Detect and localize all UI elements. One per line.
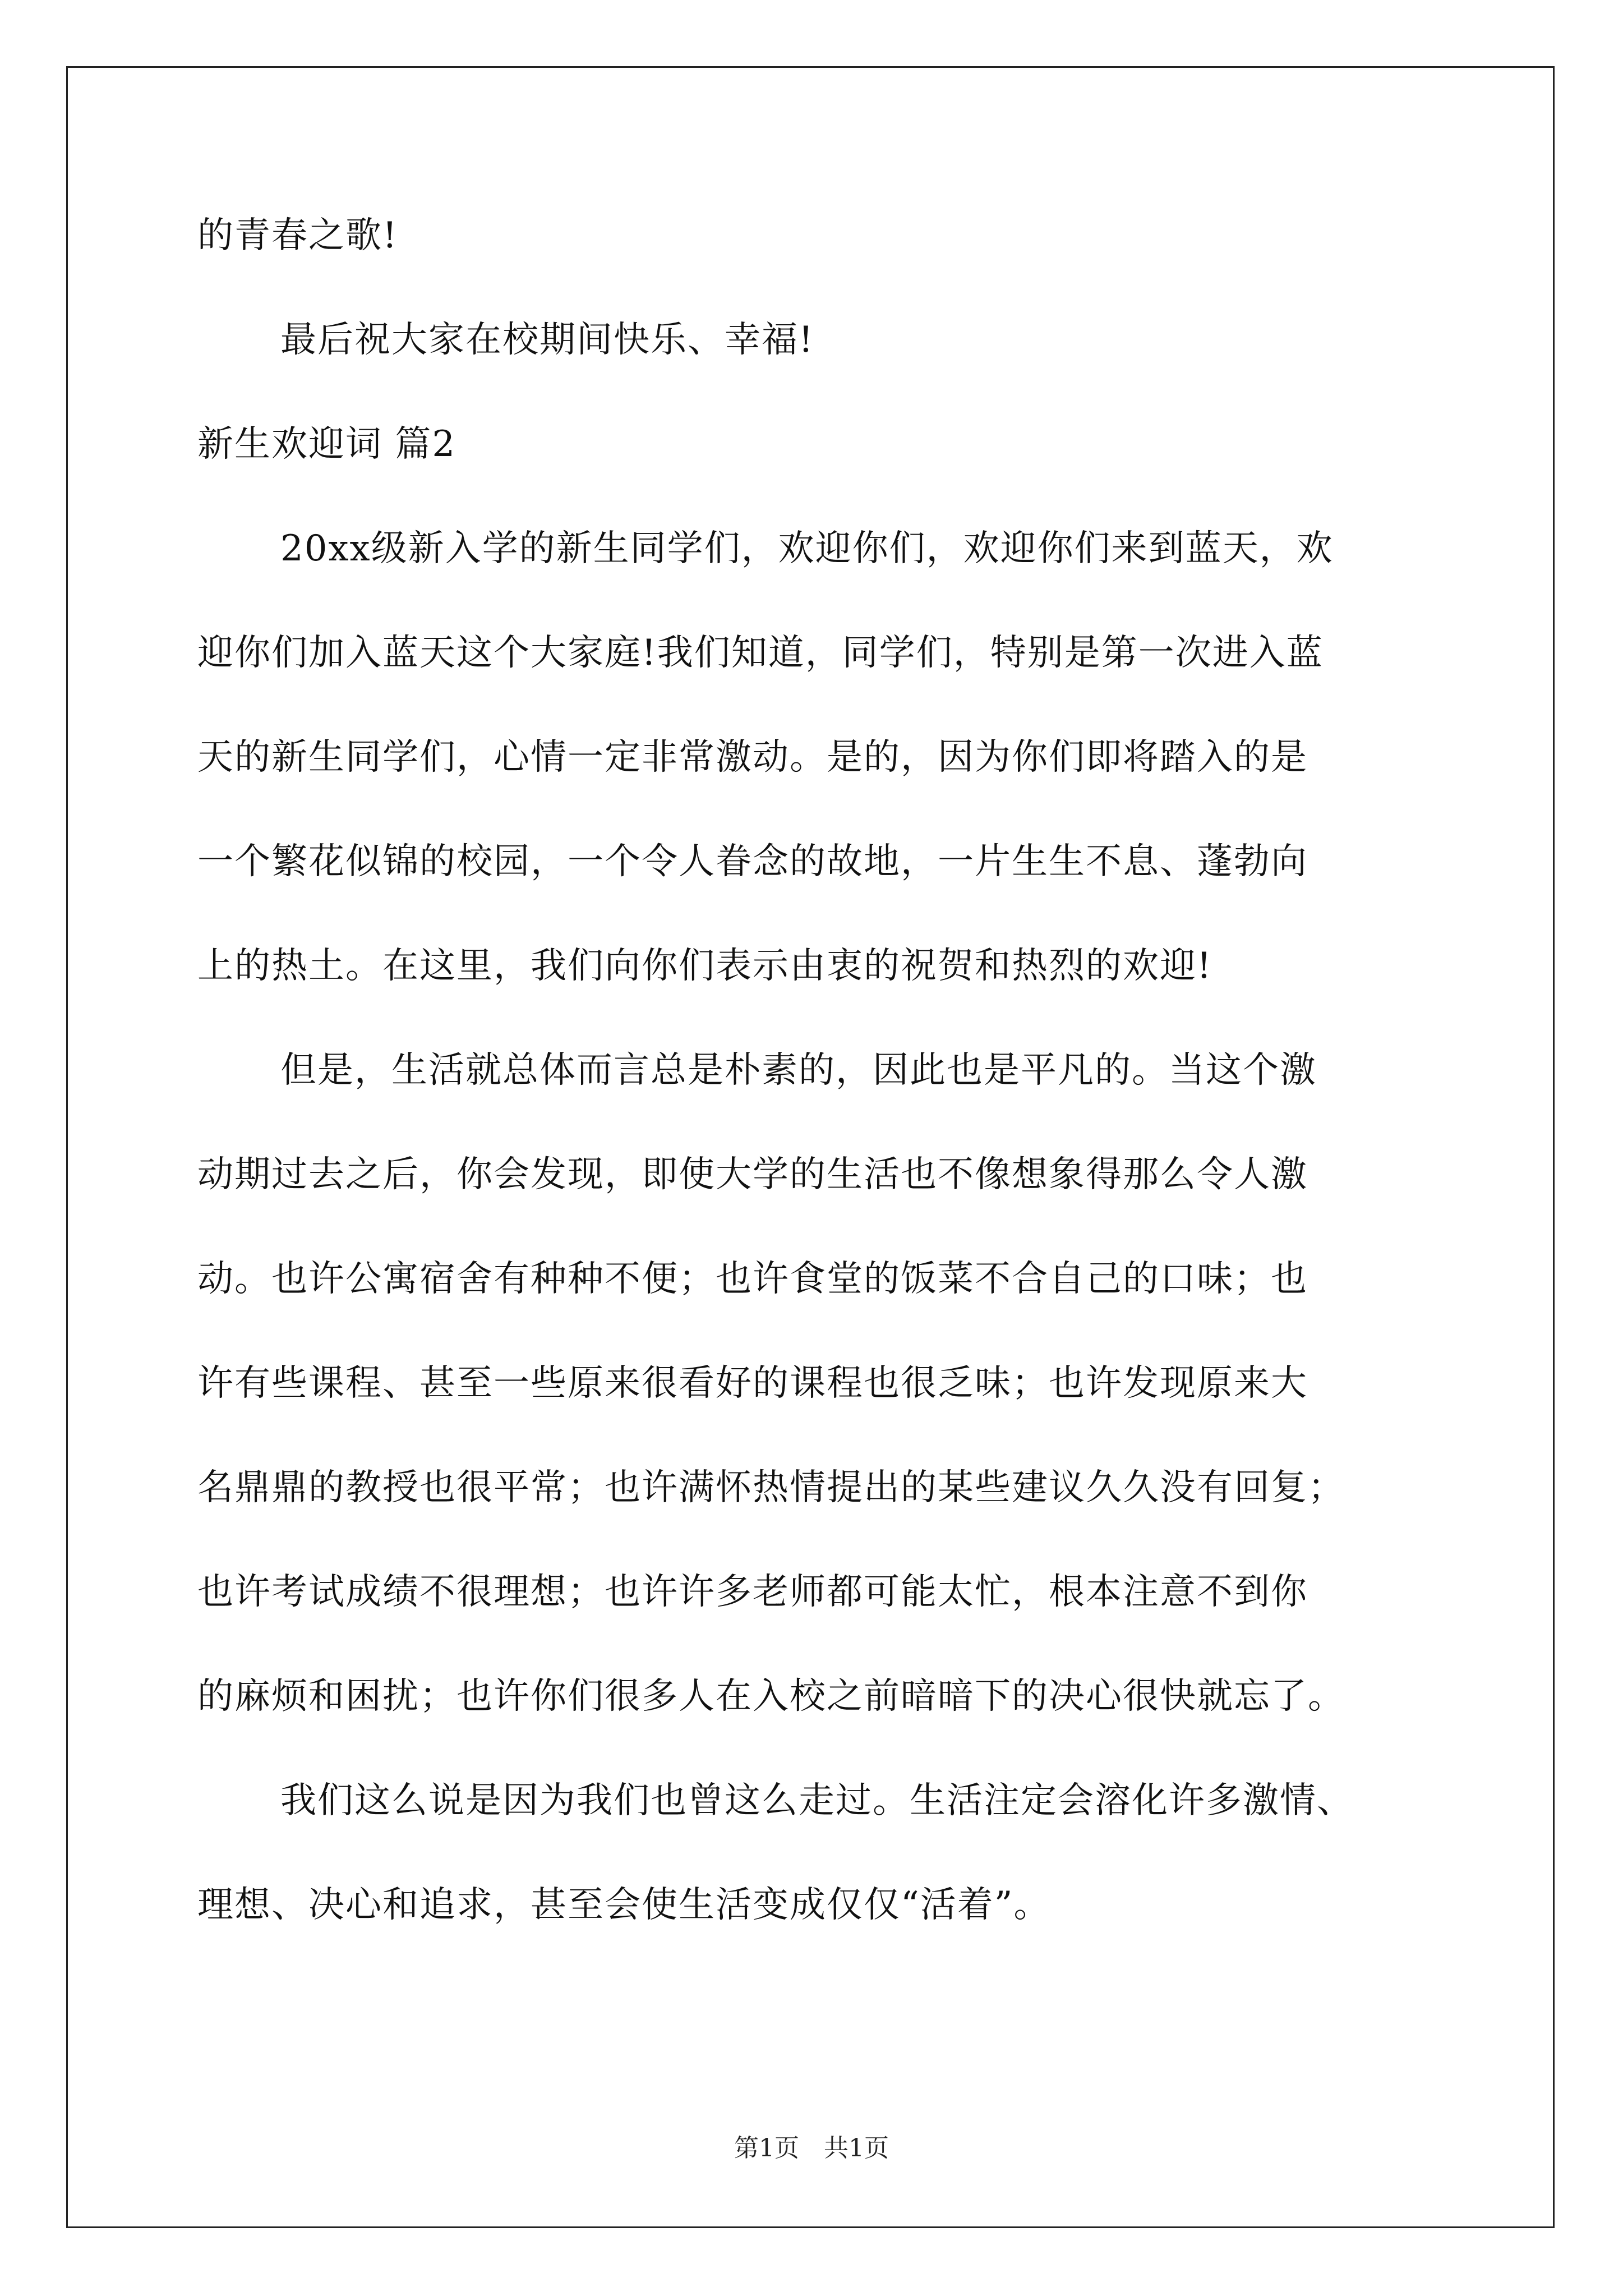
text-line: 也许考试成绩不很理想；也许许多老师都可能太忙，根本注意不到你 (197, 1571, 1308, 1613)
text-line: 名鼎鼎的教授也很平常；也许满怀热情提出的某些建议久久没有回复； (197, 1467, 1345, 1508)
page-number: 第1页 共1页 (734, 2134, 889, 2162)
text-line: 最后祝大家在校期间快乐、幸福! (280, 319, 814, 361)
text-line: 动期过去之后，你会发现，即使大学的生活也不像想象得那么令人激 (197, 1154, 1308, 1195)
text-line: 上的热土。在这里，我们向你们表示由衷的祝贺和热烈的欢迎! (197, 945, 1212, 987)
text-line: 20xx级新入学的新生同学们，欢迎你们，欢迎你们来到蓝天，欢 (280, 528, 1334, 569)
text-line: 的青春之歌! (197, 215, 398, 256)
text-line: 但是，生活就总体而言总是朴素的，因此也是平凡的。当这个激 (280, 1050, 1317, 1091)
text-line: 理想、决心和追求，甚至会使生活变成仅仅“活着”。 (197, 1884, 1051, 1926)
text-line: 的麻烦和困扰；也许你们很多人在入校之前暗暗下的决心很快就忘了。 (197, 1676, 1345, 1717)
text-line: 一个繁花似锦的校园，一个令人眷念的故地，一片生生不息、蓬勃向 (197, 841, 1308, 882)
text-line: 我们这么说是因为我们也曾这么走过。生活注定会溶化许多激情、 (280, 1780, 1354, 1821)
section-heading: 新生欢迎词 篇2 (197, 424, 457, 465)
text-line: 动。也许公寓宿舍有种种不便；也许食堂的饭菜不合自己的口味；也 (197, 1258, 1308, 1300)
text-line: 许有些课程、甚至一些原来很看好的课程也很乏味；也许发现原来大 (197, 1363, 1308, 1404)
text-line: 天的新生同学们，心情一定非常激动。是的，因为你们即将踏入的是 (197, 737, 1308, 778)
text-line: 迎你们加入蓝天这个大家庭!我们知道，同学们，特别是第一次进入蓝 (197, 632, 1324, 674)
